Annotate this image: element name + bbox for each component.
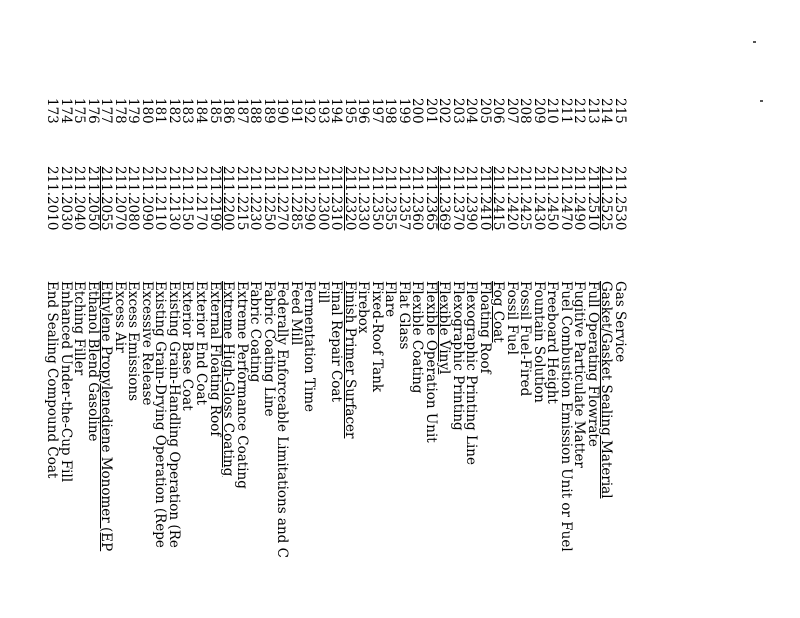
table-row — [437, 98, 451, 618]
section-number: 211.2285 — [287, 166, 304, 231]
row-number: 202 — [436, 98, 453, 124]
table-row — [329, 98, 343, 618]
table-row — [315, 98, 329, 618]
table-row — [491, 98, 505, 618]
row-number: 189 — [260, 98, 277, 124]
table-row — [464, 98, 478, 618]
defined-term: Existing Grain-Handling Operation (Re — [165, 281, 182, 548]
defined-term: Fabric Coating Line — [260, 281, 277, 417]
section-number: 211.2080 — [125, 166, 142, 231]
section-number: 211.2420 — [503, 166, 520, 231]
row-number: 198 — [382, 98, 399, 124]
row-number: 203 — [449, 98, 466, 124]
table-row — [477, 98, 491, 618]
section-number: 211.2190 — [206, 166, 223, 231]
defined-term: Fill — [314, 281, 331, 304]
section-number: 211.2470 — [557, 166, 574, 231]
table-row — [58, 98, 72, 618]
defined-term: Firebox — [355, 281, 372, 334]
row-number: 214 — [598, 98, 615, 124]
section-number: 211.2040 — [71, 166, 88, 231]
row-number: 190 — [274, 98, 291, 124]
table-row — [356, 98, 370, 618]
table-row — [194, 98, 208, 618]
defined-term: Enhanced Under-the-Cup Fill — [57, 281, 74, 483]
defined-term: Fog Coat — [490, 281, 507, 343]
defined-term: Exterior Base Coat — [179, 281, 196, 411]
table-row — [180, 98, 194, 618]
section-number: 211.2290 — [301, 166, 318, 231]
row-number: 187 — [233, 98, 250, 124]
section-number: 211.2350 — [368, 166, 385, 231]
table-row — [166, 98, 180, 618]
row-number: 213 — [584, 98, 601, 124]
row-number: 193 — [314, 98, 331, 124]
section-number: 211.2415 — [490, 166, 507, 231]
table-row — [612, 98, 626, 618]
section-number: 211.2055 — [98, 166, 115, 231]
defined-term: Extreme High-Gloss Coating — [220, 281, 237, 477]
section-number: 211.2110 — [152, 166, 169, 231]
row-number: 194 — [328, 98, 345, 124]
section-number: 211.2369 — [436, 166, 453, 231]
table-row — [126, 98, 140, 618]
row-number: 186 — [220, 98, 237, 124]
table-row — [396, 98, 410, 618]
table-row — [585, 98, 599, 618]
defined-term: Flare — [382, 281, 399, 318]
section-number: 211.2170 — [193, 166, 210, 231]
row-number: 177 — [98, 98, 115, 124]
row-number: 174 — [57, 98, 74, 124]
section-number: 211.2200 — [220, 166, 237, 231]
row-number: 183 — [179, 98, 196, 124]
section-number: 211.2490 — [571, 166, 588, 231]
section-number: 211.2130 — [165, 166, 182, 231]
table-row — [572, 98, 586, 618]
table-row — [288, 98, 302, 618]
defined-term: Existing Grain-Drying Operation (Repe — [152, 281, 169, 548]
table-row — [342, 98, 356, 618]
defined-term: Fugitive Particulate Matter — [571, 281, 588, 468]
section-number: 211.2360 — [409, 166, 426, 231]
defined-term: Flexible Coating — [409, 281, 426, 394]
row-number: 176 — [84, 98, 101, 124]
row-number: 191 — [287, 98, 304, 124]
section-number: 211.2425 — [517, 166, 534, 231]
section-number: 211.2450 — [544, 166, 561, 231]
defined-term: Final Repair Coat — [328, 281, 345, 402]
section-number: 211.2215 — [233, 166, 250, 231]
row-number: 206 — [490, 98, 507, 124]
defined-term: Gasket/Gasket Sealing Material — [598, 281, 615, 499]
section-number: 211.2330 — [355, 166, 372, 231]
defined-term: Fermentation Time — [301, 281, 318, 412]
table-row — [531, 98, 545, 618]
table-row — [234, 98, 248, 618]
table-row — [275, 98, 289, 618]
defined-term: Fountain Solution — [530, 281, 547, 403]
section-number: 211.2530 — [612, 166, 628, 231]
row-number: 215 — [612, 98, 628, 124]
section-number: 211.2365 — [422, 166, 439, 231]
row-number: 210 — [544, 98, 561, 124]
table-row — [545, 98, 559, 618]
row-number: 209 — [530, 98, 547, 124]
section-number: 211.2410 — [476, 166, 493, 231]
defined-term: Flexographic Printing — [449, 281, 466, 431]
defined-term: Excessive Release — [138, 281, 155, 406]
row-number: 182 — [165, 98, 182, 124]
row-number: 192 — [301, 98, 318, 124]
section-number: 211.2230 — [247, 166, 264, 231]
section-number: 211.2250 — [260, 166, 277, 231]
row-number: 200 — [409, 98, 426, 124]
defined-term: Freeboard Height — [544, 281, 561, 404]
section-number: 211.2090 — [138, 166, 155, 231]
defined-term: Fixed-Roof Tank — [368, 281, 385, 393]
definitions-list — [45, 98, 626, 618]
defined-term: Gas Service — [612, 281, 628, 363]
row-number: 201 — [422, 98, 439, 124]
section-number: 211.2050 — [84, 166, 101, 231]
row-number: 195 — [341, 98, 358, 124]
section-number: 211.2010 — [44, 166, 61, 231]
table-row — [423, 98, 437, 618]
row-number: 180 — [138, 98, 155, 124]
defined-term: Full Operating Flowrate — [584, 281, 601, 447]
defined-term: Flexible Operation Unit — [422, 281, 439, 443]
section-number: 211.2070 — [111, 166, 128, 231]
table-row — [558, 98, 572, 618]
table-row — [139, 98, 153, 618]
row-number: 204 — [463, 98, 480, 124]
table-row — [153, 98, 167, 618]
table-row — [302, 98, 316, 618]
table-row — [45, 98, 59, 618]
row-number: 205 — [476, 98, 493, 124]
defined-term: Excess Emissions — [125, 281, 142, 402]
section-number: 211.2370 — [449, 166, 466, 231]
row-number: 211 — [557, 98, 574, 124]
section-number: 211.2430 — [530, 166, 547, 231]
defined-term: Flexible Vinyl — [436, 281, 453, 375]
row-number: 185 — [206, 98, 223, 124]
row-number: 184 — [193, 98, 210, 124]
row-number: 181 — [152, 98, 169, 124]
defined-term: Fossil Fuel-Fired — [517, 281, 534, 397]
row-number: 175 — [71, 98, 88, 124]
section-number: 211.2357 — [395, 166, 412, 231]
table-row — [504, 98, 518, 618]
defined-term: Federally Enforceable Limitations and C — [274, 281, 291, 558]
defined-term: Etching Filler — [71, 281, 88, 376]
defined-term: Ethylene Propylenediene Monomer (EP — [98, 281, 115, 552]
section-number: 211.2030 — [57, 166, 74, 231]
table-row — [369, 98, 383, 618]
defined-term: Ethanol Blend Gasoline — [84, 281, 101, 442]
row-number: 197 — [368, 98, 385, 124]
defined-term: Flat Glass — [395, 281, 412, 350]
table-row — [450, 98, 464, 618]
defined-term: Exterior End Coat — [193, 281, 210, 405]
section-number: 211.2310 — [328, 166, 345, 231]
scan-speck — [753, 41, 756, 43]
defined-term: Fabric Coating — [247, 281, 264, 383]
section-number: 211.2355 — [382, 166, 399, 231]
defined-term: Fossil Fuel — [503, 281, 520, 355]
defined-term: Flexographic Printing Line — [463, 281, 480, 465]
table-row — [410, 98, 424, 618]
defined-term: Extreme Performance Coating — [233, 281, 250, 489]
table-row — [99, 98, 113, 618]
row-number: 178 — [111, 98, 128, 124]
row-number: 212 — [571, 98, 588, 124]
table-row — [599, 98, 613, 618]
section-number: 211.2525 — [598, 166, 615, 231]
table-row — [207, 98, 221, 618]
row-number: 173 — [44, 98, 61, 124]
rotated-definitions-table — [36, 98, 626, 618]
section-number: 211.2390 — [463, 166, 480, 231]
scan-speck — [760, 100, 763, 102]
defined-term: Fuel Combustion Emission Unit or Fuel — [557, 281, 574, 552]
table-row — [248, 98, 262, 618]
defined-term: Feed Mill — [287, 281, 304, 346]
row-number: 188 — [247, 98, 264, 124]
table-row — [85, 98, 99, 618]
row-number: 179 — [125, 98, 142, 124]
section-number: 211.2510 — [584, 166, 601, 231]
section-number: 211.2150 — [179, 166, 196, 231]
table-row — [112, 98, 126, 618]
table-row — [383, 98, 397, 618]
section-number: 211.2320 — [341, 166, 358, 231]
table-row — [221, 98, 235, 618]
section-number: 211.2270 — [274, 166, 291, 231]
table-row — [518, 98, 532, 618]
defined-term: Finish Primer Surfacer — [341, 281, 358, 439]
row-number: 196 — [355, 98, 372, 124]
section-number: 211.2300 — [314, 166, 331, 231]
table-row — [261, 98, 275, 618]
defined-term: External Floating Roof — [206, 281, 223, 437]
table-row — [72, 98, 86, 618]
row-number: 199 — [395, 98, 412, 124]
defined-term: End Sealing Compound Coat — [44, 281, 61, 479]
defined-term: Excess Air — [111, 281, 128, 353]
defined-term: Floating Roof — [476, 281, 493, 374]
row-number: 207 — [503, 98, 520, 124]
row-number: 208 — [517, 98, 534, 124]
